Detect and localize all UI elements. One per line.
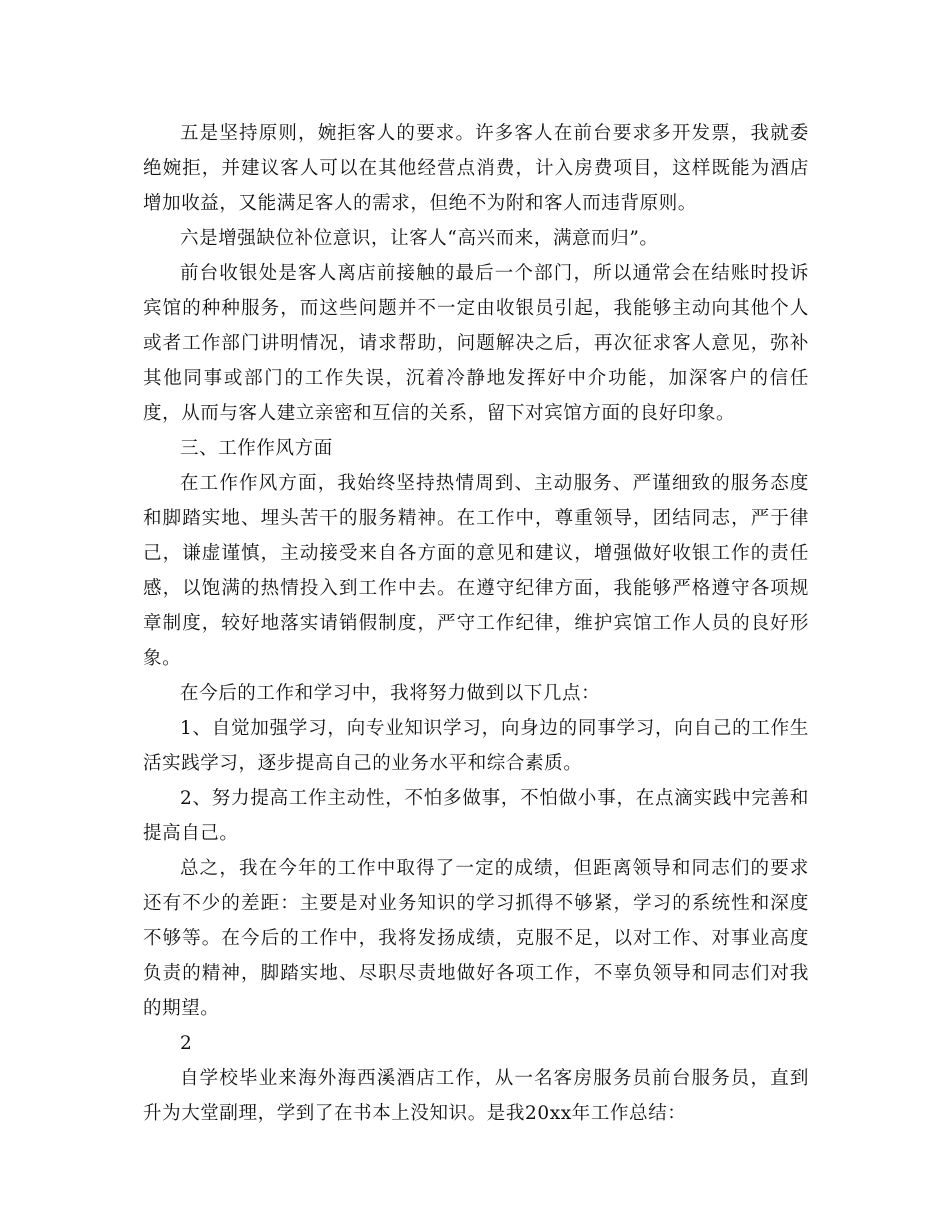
paragraph-new-section: 自学校毕业来海外海西溪酒店工作，从一名客房服务员前台服务员，直到升为大堂副理，学到了在书本上没知识。是我20xx年工作总结： [143, 1068, 809, 1124]
list-item-2: 2、努力提高工作主动性，不怕多做事，不怕做小事，在点滴实践中完善和提高自己。 [143, 788, 809, 844]
paragraph-conclusion: 总之，我在今年的工作中取得了一定的成绩，但距离领导和同志们的要求还有不少的差距：主要是对业务知识的学习抓得不够紧，学习的系统性和深度不够等。在今后的工作中，我将发扬成绩，克服不足，以对工作、对事业高度负责的精神，脚踏实地、尽职尽责地做好各项工作，不辜负领导和同志们对我的期望。 [143, 858, 809, 1019]
paragraph-work-style: 在工作作风方面，我始终坚持热情周到、主动服务、严谨细致的服务态度和脚踏实地、埋头苦干的服务精神。在工作中，尊重领导，团结同志，严于律己，谦虚谨慎，主动接受来自各方面的意见和建议，增强做好收银工作的责任感，以饱满的热情投入到工作中去。在遵守纪律方面，我能够严格遵守各项规章制度，较好地落实请销假制度，严守工作纪律，维护宾馆工作人员的良好形象。 [143, 473, 809, 669]
paragraph-vacancy-awareness: 六是增强缺位补位意识，让客人“高兴而来，满意而归”。 [180, 228, 659, 249]
paragraph-future-intro: 在今后的工作和学习中，我将努力做到以下几点： [180, 683, 601, 704]
section-number: 2 [180, 1033, 193, 1054]
list-item-1: 1、自觉加强学习，向专业知识学习，向身边的同事学习，向自己的工作生活实践学习，逐步提高自己的业务水平和综合素质。 [143, 718, 809, 774]
document-body [143, 116, 809, 1131]
section-heading-work-style: 三、工作作风方面 [180, 438, 333, 459]
paragraph-cashier-desk: 前台收银处是客人离店前接触的最后一个部门，所以通常会在结账时投诉宾馆的种种服务，而这些问题并不一定由收银员引起，我能够主动向其他个人或者工作部门讲明情况，请求帮助，问题解决之后，再次征求客人意见，弥补其他同事或部门的工作失误，沉着冷静地发挥好中介功能，加深客户的信任度，从而与客人建立亲密和互信的关系，留下对宾馆方面的良好印象。 [143, 263, 809, 424]
paragraph-principle: 五是坚持原则，婉拒客人的要求。许多客人在前台要求多开发票，我就委绝婉拒，并建议客人可以在其他经营点消费，计入房费项目，这样既能为酒店增加收益，又能满足客人的需求，但绝不为附和客人而违背原则。 [143, 123, 809, 214]
